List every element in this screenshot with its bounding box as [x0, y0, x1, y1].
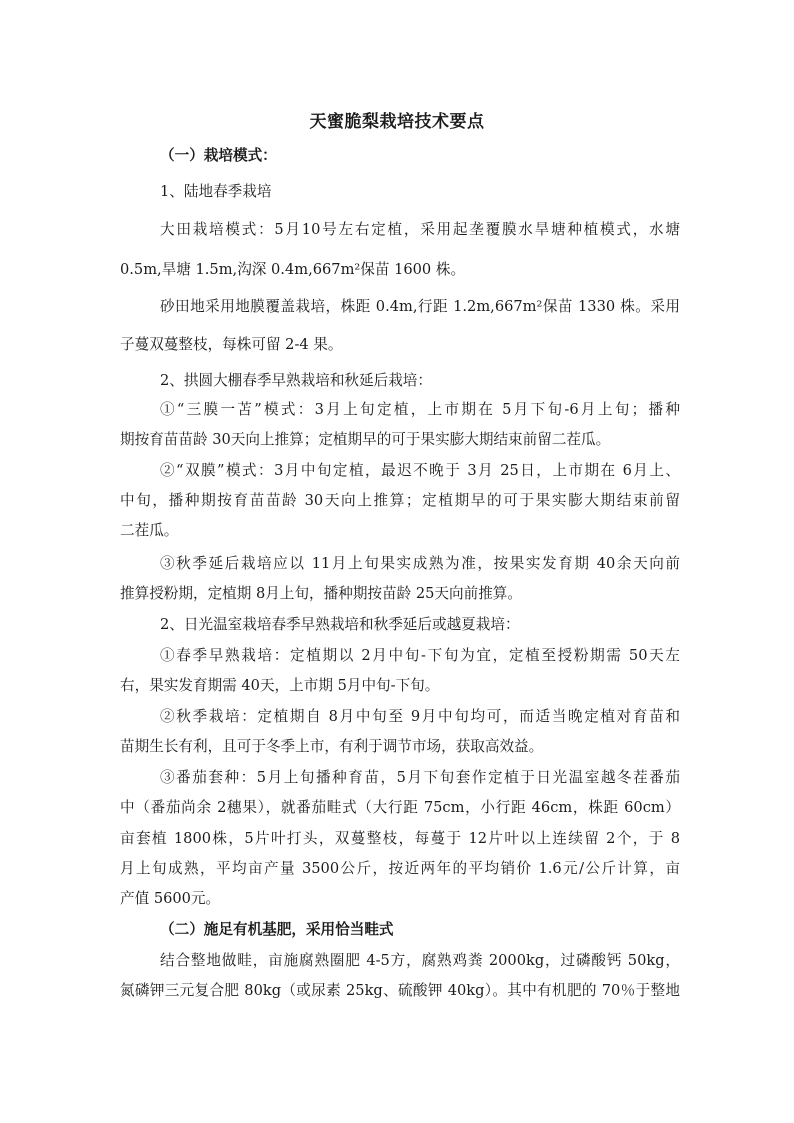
- paragraph-line: 0.5m,旱塘 1.5m,沟深 0.4m,667m²保苗 1600 株。: [120, 261, 466, 278]
- document-title: 天蜜脆梨栽培技术要点: [309, 112, 485, 132]
- paragraph-line: 亩套植 1800株，5片叶打头，双蔓整枝，每蔓于 12片叶以上连续留 2个，于 8: [120, 830, 680, 847]
- paragraph-line: 大田栽培模式：5月10号左右定植，采用起垄覆膜水旱塘种植模式，水塘: [160, 221, 680, 238]
- paragraph-line: 中旬，播种期按育苗苗龄 30天向上推算；定植期早的可于果实膨大期结束前留: [120, 492, 680, 509]
- paragraph-line: 砂田地采用地膜覆盖栽培，株距 0.4m,行距 1.2m,667m²保苗 1330 株。采用: [160, 298, 680, 315]
- paragraph-line: 推算授粉期，定植期 8月上旬，播种期按苗龄 25天向前推算。: [120, 585, 522, 602]
- paragraph-line: ②秋季栽培：定植期自 8月中旬至 9月中旬均可，而适当晚定植对育苗和: [160, 708, 680, 725]
- paragraph-line: 产值 5600元。: [120, 890, 221, 907]
- paragraph-line: 期按育苗苗龄 30天向上推算；定植期早的可于果实膨大期结束前留二茬瓜。: [120, 431, 611, 448]
- paragraph-line: ①春季早熟栽培：定植期以 2月中旬-下旬为宜，定植至授粉期需 50天左: [160, 647, 680, 664]
- paragraph-line: ②“双膜”模式：3月中旬定植，最迟不晚于 3月 25日，上市期在 6月上、: [160, 462, 680, 479]
- paragraph-line: 结合整地做畦，亩施腐熟圈肥 4-5方，腐熟鸡粪 2000kg，过磷酸钙 50kg，: [160, 952, 680, 969]
- paragraph-line: ①“三膜一苫”模式：3月上旬定植，上市期在 5月下旬-6月上旬；播种: [160, 401, 680, 418]
- subheading-open-field-spring: 1、陆地春季栽培: [160, 183, 272, 200]
- subheading-arched-greenhouse: 2、拱圆大棚春季早熟栽培和秋延后栽培：: [160, 372, 432, 389]
- paragraph-line: 二茬瓜。: [120, 522, 179, 539]
- paragraph-line: ③番茄套种：5月上旬播种育苗，5月下旬套作定植于日光温室越冬茬番茄: [160, 769, 680, 786]
- paragraph-line: 子蔓双蔓整枝，每株可留 2-4 果。: [120, 336, 343, 353]
- paragraph-line: 中（番茄尚余 2穗果），就番茄畦式（大行距 75cm，小行距 46cm，株距 60cm）: [120, 799, 680, 816]
- subheading-solar-greenhouse: 2、日光温室栽培春季早熟栽培和秋季延后或越夏栽培：: [160, 616, 520, 633]
- paragraph-line: 苗期生长有利，且可于冬季上市，有利于调节市场，获取高效益。: [120, 738, 544, 755]
- paragraph-line: ③秋季延后栽培应以 11月上旬果实成熟为准，按果实发育期 40余天向前: [160, 555, 680, 572]
- paragraph-line: 右，果实发育期需 40天，上市期 5月中旬-下旬。: [120, 677, 440, 694]
- paragraph-line: 氮磷钾三元复合肥 80kg（或尿素 25kg、硫酸钾 40kg）。其中有机肥的 70％于整地: [120, 982, 680, 999]
- section-heading-cultivation-mode: （一）栽培模式：: [160, 147, 277, 164]
- paragraph-line: 月上旬成熟，平均亩产量 3500公斤，按近两年的平均销价 1.6元/公斤计算，亩: [120, 860, 680, 877]
- section-heading-base-fertilizer: （二）施足有机基肥，采用恰当畦式: [160, 921, 394, 938]
